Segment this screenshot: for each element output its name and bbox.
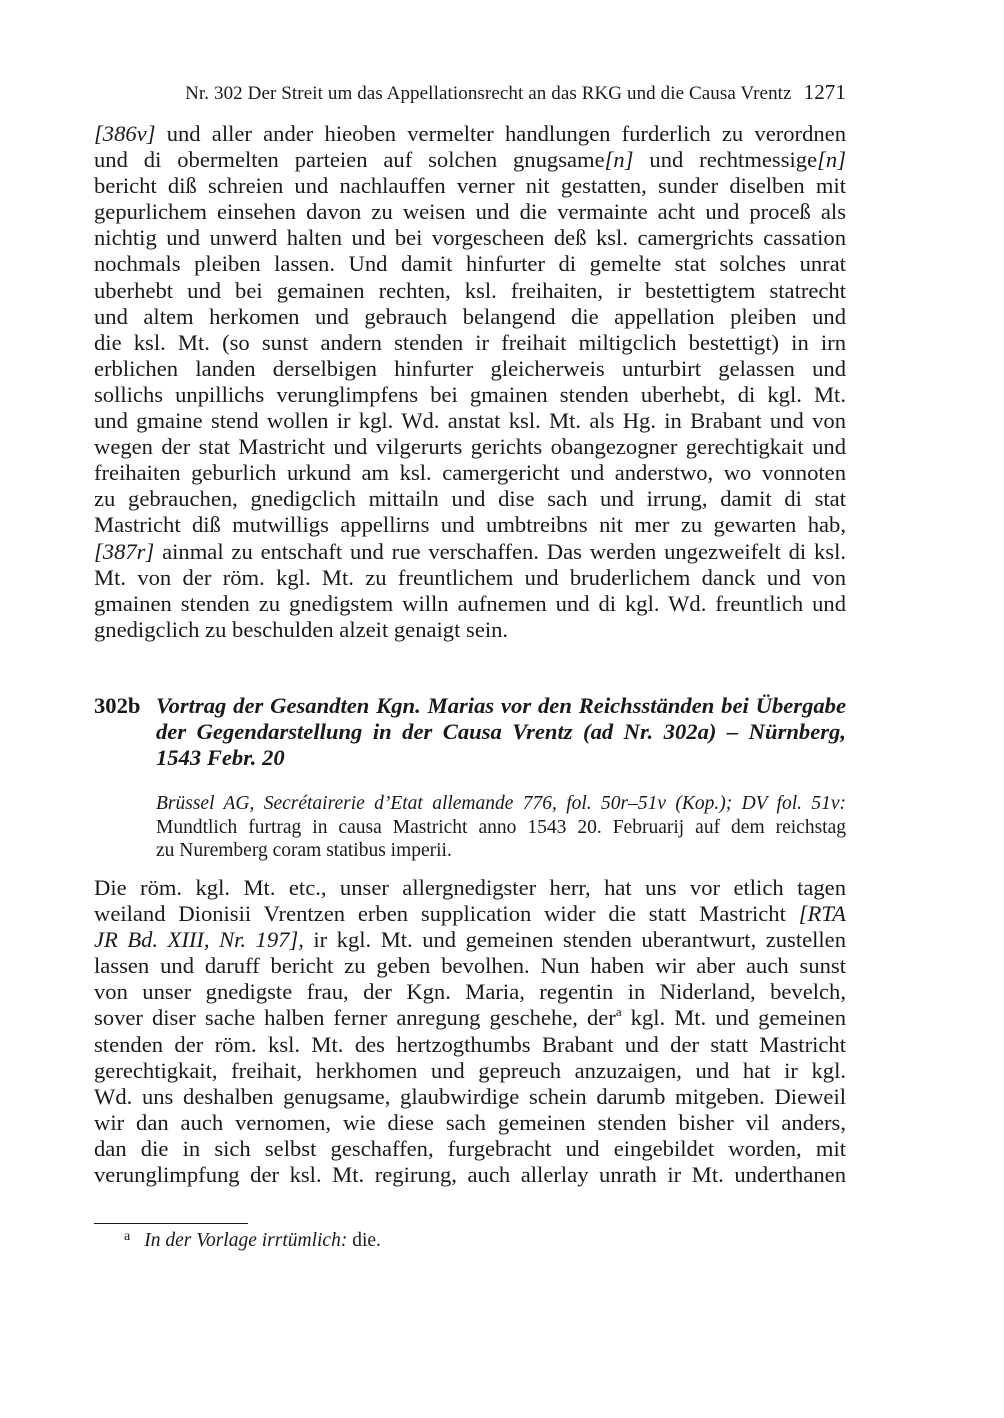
paragraph-continuation [94, 121, 846, 643]
text-line: sover diser sache halben ferner anregung geschehe, der$^a$ kgl. Mt. und gemeinen [94, 1003, 846, 1031]
text-line: wegen der stat Mastricht und vilgerurts gerichts obangezogner gerechtigkait und [94, 434, 846, 460]
footnote-text: die. [347, 1230, 381, 1251]
text-line: und di obermelten parteien auf solchen gnugsame[n] und rechtmessige[n] [94, 147, 847, 173]
text-line: zu gebrauchen, gnedigclich mittailn und dise sach und irrung, damit di stat [94, 486, 846, 512]
text-line: gmainen stenden zu gnedigstem willn aufnemen und di kgl. Wd. freuntlich und [94, 590, 846, 616]
section-title: Vortrag der Gesandten Kgn. Marias vor den Reichsständen bei Übergabe der Gegendarstellung in der Causa Vrentz (ad Nr. 302a) – Nürnberg, 1543 Febr. 20 [156, 693, 846, 770]
text-line: und altem herkomen und gebrauch belangend die appellation pleiben und [94, 303, 846, 329]
footnote-mark: a [124, 1229, 131, 1244]
text-line: Wd. uns deshalben genugsame, glaubwirdige schein darumb mitgeben. Dieweil [94, 1083, 846, 1109]
text-line: stenden der röm. ksl. Mt. des hertzogthumbs Brabant und der statt Mastricht [94, 1031, 846, 1057]
footnote-rule [94, 1223, 248, 1224]
text-line: gerechtigkait, freihait, herkhomen und gepreuch anzuzaigen, und hat ir kgl. [94, 1057, 846, 1083]
text-line: erblichen landen derselbigen hinfurter gleicherweis unturbirt gelassen und [94, 355, 846, 381]
text-line: uberhebt und bei gemainen rechten, ksl. freihaiten, ir bestettigtem statrecht [94, 277, 846, 303]
text-line: gepurlichem einsehen davon zu weisen und die vermainte acht und proceß als [94, 199, 846, 225]
text-line: verunglimpfung der ksl. Mt. regirung, auch allerlay unrath ir Mt. underthanen [94, 1162, 846, 1188]
text-line: bericht diß schreien und nachlauffen verner nit gestatten, sunder diselben mit [94, 173, 846, 199]
text-line: nichtig und unwerd halten und bei vorgescheen deß ksl. camergrichts cassation [94, 225, 846, 251]
text-line: wir dan auch vernomen, wie diese sach gemeinen stenden bisher vil anders, [94, 1109, 846, 1135]
text-line: gnedigclich zu beschulden alzeit genaigt sein. [94, 616, 509, 642]
section-302b [94, 693, 846, 873]
footnote-label: In der Vorlage irrtümlich: [144, 1230, 348, 1251]
text-line: weiland Dionisii Vrentzen erben supplication wider die statt Mastricht [RTA [94, 901, 846, 927]
text-line: Mt. von der röm. kgl. Mt. zu freuntlichem und bruderlichem danck und von [94, 564, 846, 590]
text-line: und gmaine stend wollen ir kgl. Wd. anstat ksl. Mt. als Hg. in Brabant und von [94, 408, 846, 434]
source-note: Brüssel AG, Secrétairerie d’Etat allemande 776, fol. 50r–51v (Kop.); DV fol. 51v: Mundtlich furtrag in causa Mastricht anno 1543 20. Februarij auf dem reichstag zu Nuremberg coram statibus imperii. [156, 793, 846, 861]
text-line: freihaiten geburlich urkund am ksl. camergericht und anderstwo, wo vonnoten [94, 460, 846, 486]
text-line: [386v] und aller ander hieoben vermelter handlungen furderlich zu verordnen [94, 121, 846, 146]
page-number: 1271 [803, 80, 846, 104]
text-line: von unser gnedigste frau, der Kgn. Maria, regentin in Niderland, bevelch, [94, 979, 846, 1005]
text-line: Die röm. kgl. Mt. etc., unser allergnedigster herr, hat uns vor etlich tagen [94, 875, 846, 900]
text-line: die ksl. Mt. (so sunst andern stenden ir freihait miltigclich bestettigt) in irn [94, 329, 846, 355]
section-number: 302b [94, 693, 141, 718]
folio-reference: [387r] [94, 538, 155, 564]
running-header [94, 80, 846, 105]
folio-reference: [386v] [94, 121, 156, 146]
running-title: Nr. 302 Der Streit um das Appellationsrecht an das RKG und die Causa Vrentz [185, 83, 792, 104]
footnote [124, 1229, 381, 1254]
text-line: sollichs unpillichs verunglimpfens bei gmainen stenden uberhebt, di kgl. Mt. [94, 381, 846, 407]
footnote-reference[interactable]: a [615, 1003, 622, 1019]
text-line: Mastricht diß mutwilligs appellirns und umbtreibns nit mer zu gewarten hab, [94, 512, 846, 538]
paragraph-body [94, 875, 846, 1188]
text-line: JR Bd. XIII, Nr. 197], ir kgl. Mt. und gemeinen stenden uberantwurt, zustellen [94, 927, 847, 953]
text-line: lassen und daruff bericht zu geben bevolhen. Nun haben wir aber auch sunst [94, 953, 846, 979]
text-line: nochmals pleiben lassen. Und damit hinfurter di gemelte stat solches unrat [94, 251, 846, 277]
text-line: dan die in sich selbst geschaffen, furgebracht und eingebildet worden, mit [94, 1135, 846, 1161]
text-line: [387r] ainmal zu entschaft und rue verschaffen. Das werden ungezweifelt di ksl. [94, 538, 846, 564]
